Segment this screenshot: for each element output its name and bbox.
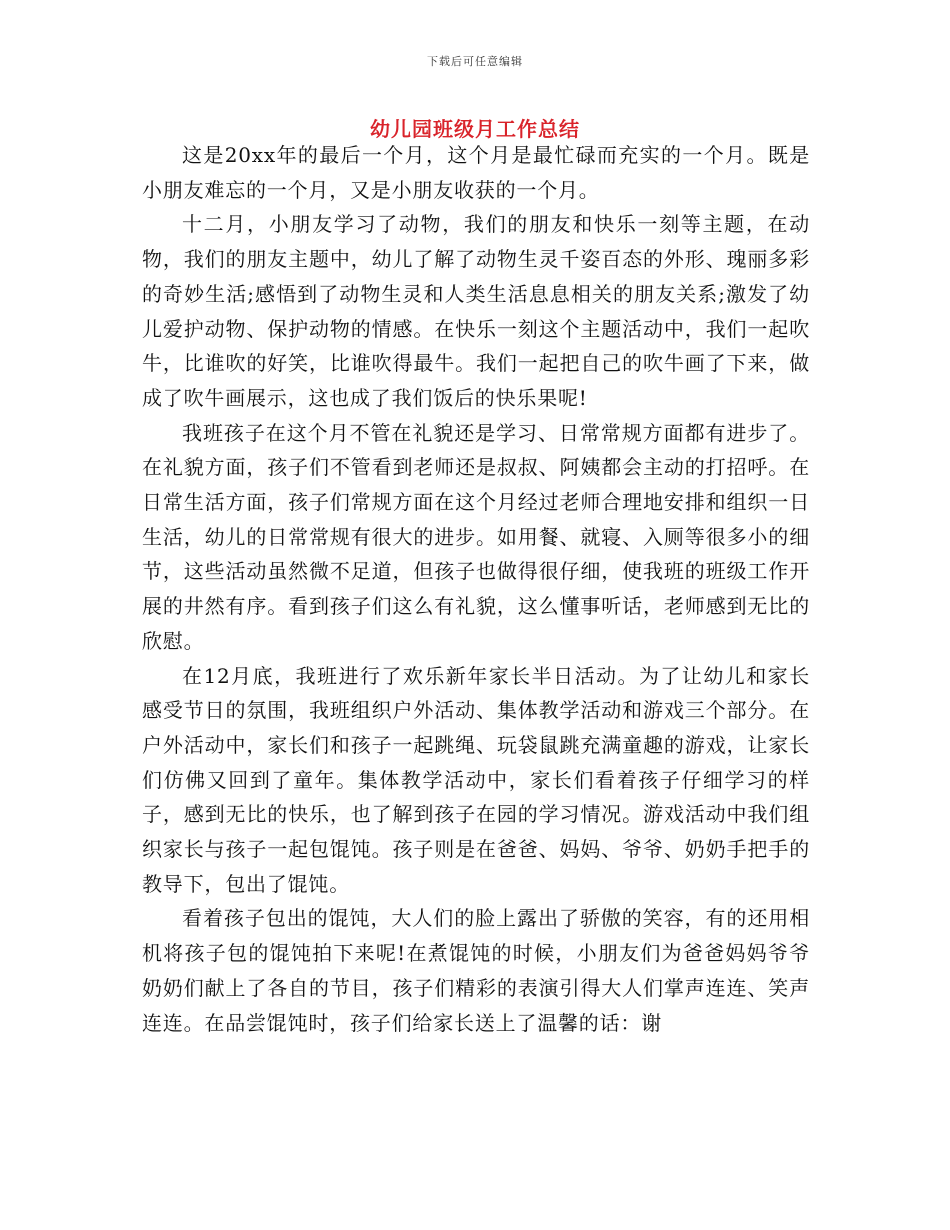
paragraph-2: 十二月，小朋友学习了动物，我们的朋友和快乐一刻等主题，在动物，我们的朋友主题中，幼儿了解了动物生灵千姿百态的外形、瑰丽多彩的奇妙生活;感悟到了动物生灵和人类生活息息相关的朋友关系;激发了幼儿爱护动物、保护动物的情感。在快乐一刻这个主题活动中，我们一起吹牛，比谁吹的好笑，比谁吹得最牛。我们一起把自己的吹牛画了下来，做成了吹牛画展示，这也成了我们饭后的快乐果呢! [142,212,810,410]
document-body [142,138,810,1040]
header-note: 下载后可任意编辑 [427,55,523,68]
paragraph-5: 看着孩子包出的馄饨，大人们的脸上露出了骄傲的笑容，有的还用相机将孩子包的馄饨拍下来呢!在煮馄饨的时候，小朋友们为爸爸妈妈爷爷奶奶们献上了各自的节目，孩子们精彩的表演引得大人们掌声连连、笑声连连。在品尝馄饨时，孩子们给家长送上了温馨的话：谢 [142,906,810,1035]
paragraph-4: 在12月底，我班进行了欢乐新年家长半日活动。为了让幼儿和家长感受节日的氛围，我班组织户外活动、集体教学活动和游戏三个部分。在户外活动中，家长们和孩子一起跳绳、玩袋鼠跳充满童趣的游戏，让家长们仿佛又回到了童年。集体教学活动中，家长们看着孩子仔细学习的样子，感到无比的快乐，也了解到孩子在园的学习情况。游戏活动中我们组织家长与孩子一起包馄饨。孩子则是在爸爸、妈妈、爷爷、奶奶手把手的教导下，包出了馄饨。 [142,663,810,896]
document-title: 幼儿园班级月工作总结 [370,117,580,141]
paragraph-3: 我班孩子在这个月不管在礼貌还是学习、日常常规方面都有进步了。在礼貌方面，孩子们不管看到老师还是叔叔、阿姨都会主动的打招呼。在日常生活方面，孩子们常规方面在这个月经过老师合理地安排和组织一日生活，幼儿的日常常规有很大的进步。如用餐、就寝、入厕等很多小的细节，这些活动虽然微不足道，但孩子也做得很仔细，使我班的班级工作开展的井然有序。看到孩子们这么有礼貌，这么懂事听话，老师感到无比的欣慰。 [142,420,810,653]
paragraph-1: 这是20xx年的最后一个月，这个月是最忙碌而充实的一个月。既是小朋友难忘的一个月，又是小朋友收获的一个月。 [142,143,810,202]
